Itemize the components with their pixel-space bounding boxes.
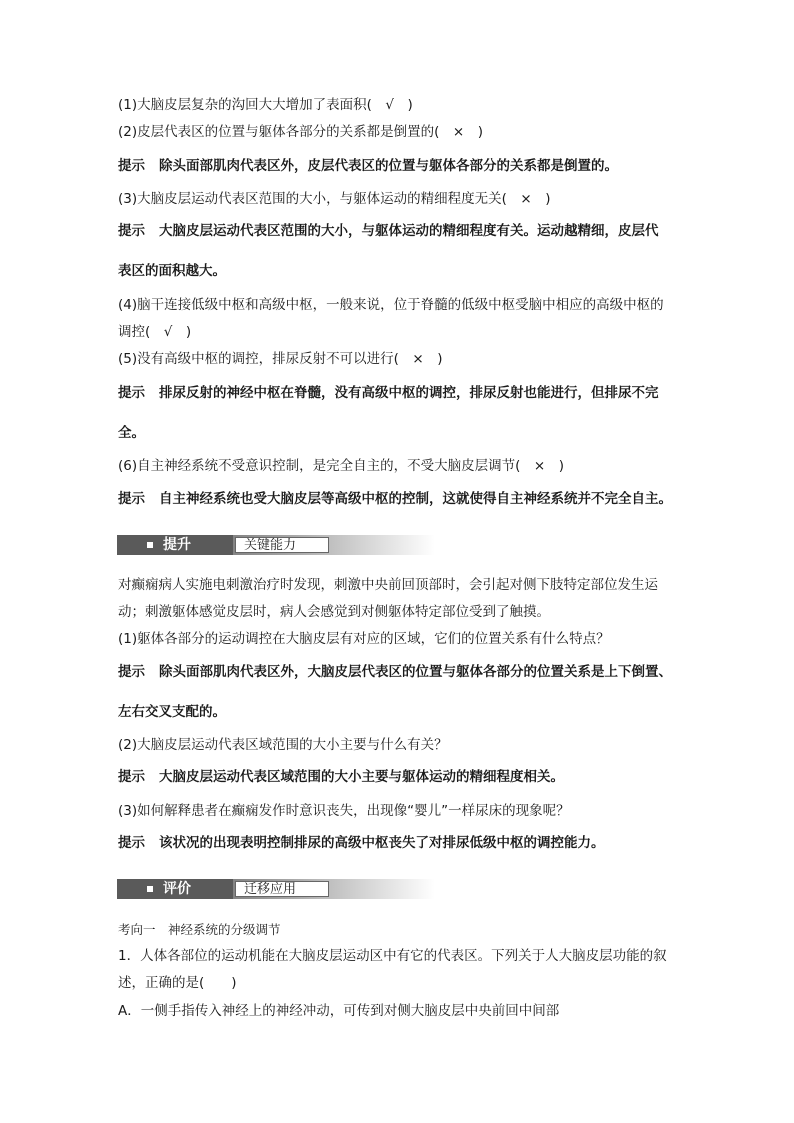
paragraph-1: 对癫痫病人实施电刺激治疗时发现，刺激中央前回顶部时，会引起对侧下肢特定部位发生运 [118, 577, 658, 593]
hint-6: 提示 自主神经系统也受大脑皮层等高级中枢的控制，这就使得自主神经系统并不完全自主。 [118, 491, 672, 507]
exercise-1: 1．人体各部位的运动机能在大脑皮层运动区中有它的代表区。下列关于人大脑皮层功能的叙 [118, 948, 667, 964]
judgment-4: (4)脑干连接低级中枢和高级中枢，一般来说，位于脊髓的低级中枢受脑中相应的高级中枢的 [118, 297, 664, 313]
hint-5-cont: 全。 [118, 425, 145, 441]
hint-label: 提示 [118, 385, 145, 401]
option-a: A．一侧手指传入神经上的神经冲动，可传到对侧大脑皮层中央前回中间部 [118, 1003, 560, 1019]
banner-subtitle: 关键能力 [235, 537, 329, 553]
section-banner-improve [117, 535, 435, 555]
hint-label: 提示 [118, 835, 145, 851]
answer-1: 提示 除头面部肌肉代表区外，大脑皮层代表区的位置与躯体各部分的位置关系是上下倒置、 [118, 664, 672, 680]
hint-2: 提示 除头面部肌肉代表区外，皮层代表区的位置与躯体各部分的关系都是倒置的。 [118, 158, 618, 174]
section-banner-evaluate [117, 879, 435, 899]
paragraph-1-cont: 动；刺激躯体感觉皮层时，病人会感觉到对侧躯体特定部位受到了触摸。 [118, 604, 550, 620]
banner-tag: 评价 [117, 879, 233, 899]
exercise-1-cont: 述，正确的是( ) [118, 975, 237, 991]
hint-3-cont: 表区的面积越大。 [118, 263, 226, 279]
hint-label: 提示 [118, 223, 145, 239]
judgment-1: (1)大脑皮层复杂的沟回大大增加了表面积( √ ) [118, 97, 413, 113]
judgment-3: (3)大脑皮层运动代表区范围的大小，与躯体运动的精细程度无关( × ) [118, 191, 551, 207]
question-1: (1)躯体各部分的运动调控在大脑皮层有对应的区域，它们的位置关系有什么特点？ [118, 631, 610, 647]
square-icon [147, 886, 153, 892]
question-2: (2)大脑皮层运动代表区域范围的大小主要与什么有关？ [118, 737, 448, 753]
hint-label: 提示 [118, 664, 145, 680]
answer-3: 提示 该状况的出现表明控制排尿的高级中枢丧失了对排尿低级中枢的调控能力。 [118, 835, 605, 851]
hint-5: 提示 排尿反射的神经中枢在脊髓，没有高级中枢的调控，排尿反射也能进行，但排尿不完 [118, 385, 659, 401]
judgment-5: (5)没有高级中枢的调控，排尿反射不可以进行( × ) [118, 351, 443, 367]
answer-2: 提示 大脑皮层运动代表区域范围的大小主要与躯体运动的精细程度相关。 [118, 769, 564, 785]
hint-3: 提示 大脑皮层运动代表区范围的大小，与躯体运动的精细程度有关。运动越精细，皮层代 [118, 223, 659, 239]
banner-tag: 提升 [117, 535, 233, 555]
square-icon [147, 542, 153, 548]
answer-1-cont: 左右交叉支配的。 [118, 704, 226, 720]
question-3: (3)如何解释患者在癫痫发作时意识丧失，出现像“婴儿”一样尿床的现象呢？ [118, 803, 570, 819]
hint-label: 提示 [118, 491, 145, 507]
judgment-6: (6)自主神经系统不受意识控制，是完全自主的，不受大脑皮层调节( × ) [118, 458, 564, 474]
banner-subtitle: 迁移应用 [235, 881, 329, 897]
judgment-4-cont: 调控( √ ) [118, 324, 192, 340]
topic-heading: 考向一 神经系统的分级调节 [118, 922, 281, 937]
hint-label: 提示 [118, 158, 145, 174]
hint-label: 提示 [118, 769, 145, 785]
judgment-2: (2)皮层代表区的位置与躯体各部分的关系都是倒置的( × ) [118, 124, 483, 140]
